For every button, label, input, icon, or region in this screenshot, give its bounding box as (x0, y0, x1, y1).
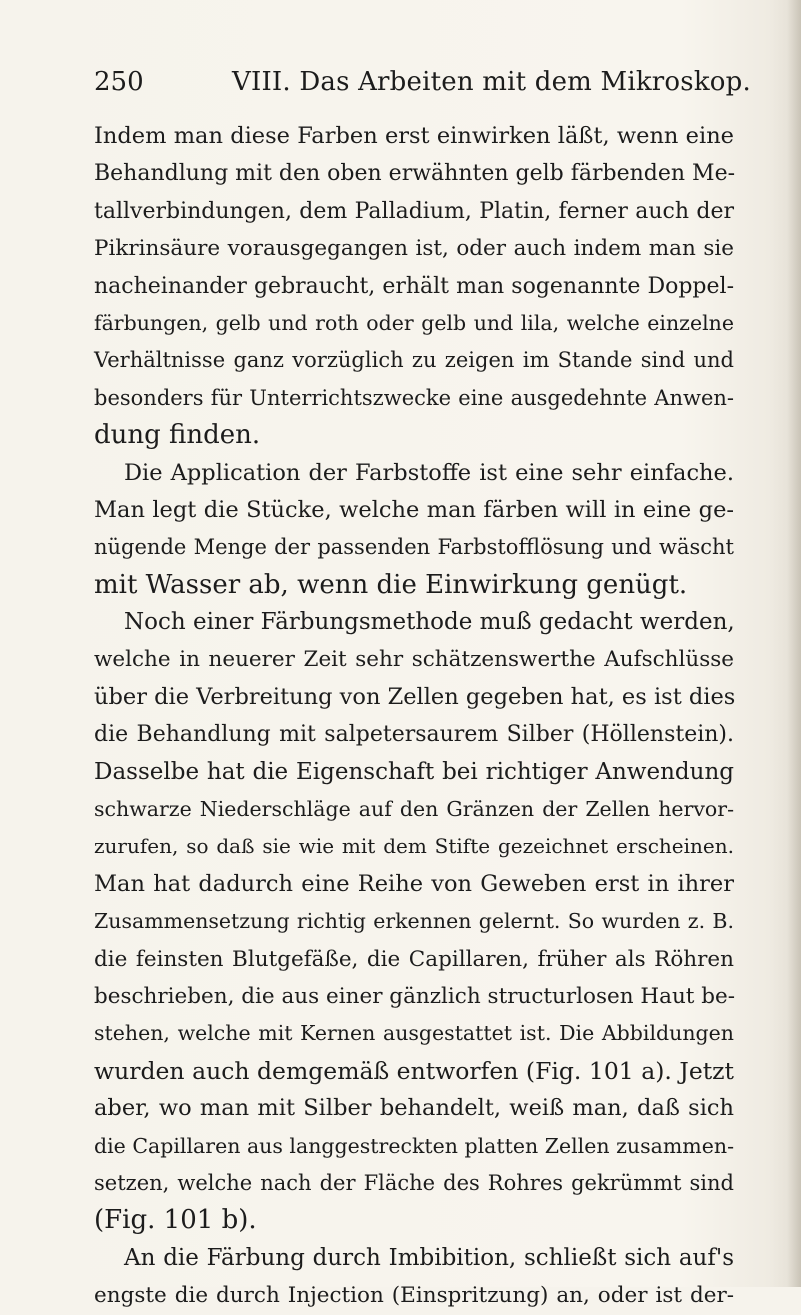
text-line: besonders für Unterrichtszwecke eine ausgedehnte Anwen- (94, 385, 734, 410)
text-line: zurufen, so daß sie wie mit dem Stifte gezeichnet erscheinen. (94, 834, 734, 859)
text-line: nügende Menge der passenden Farbstofflösung und wäscht (94, 535, 734, 560)
text-line: Verhältnisse ganz vorzüglich zu zeigen im Stande sind und (94, 348, 734, 373)
text-line: (Fig. 101 b). (94, 1205, 257, 1236)
text-line: engste die durch Injection (Einspritzung) an, oder ist der- (94, 1283, 734, 1309)
text-line: stehen, welche mit Kernen ausgestattet ist. Die Abbildungen (94, 1021, 734, 1046)
text-line: Man hat dadurch eine Reihe von Geweben erst in ihrer (94, 870, 734, 897)
text-line: dung finden. (94, 420, 261, 451)
text-line: die Behandlung mit salpetersaurem Silber (Höllenstein). (94, 722, 734, 748)
text-line: die feinsten Blutgefäße, die Capillaren, früher als Röhren (94, 946, 734, 972)
text-line: über die Verbreitung von Zellen gegeben hat, es ist dies (94, 683, 736, 710)
text-line: Noch einer Färbungsmethode muß gedacht werden, (124, 609, 735, 636)
text-line: setzen, welche nach der Fläche des Rohres gekrümmt sind (94, 1170, 734, 1195)
text-line: Pikrinsäure vorausgegangen ist, oder auch indem man sie (94, 236, 734, 262)
text-line: Die Application der Farbstoffe ist eine sehr einfache. (124, 459, 734, 486)
running-head: VIII. Das Arbeiten mit dem Mikroskop. (232, 67, 751, 97)
text-line: Zusammensetzung richtig erkennen gelernt. So wurden z. B. (94, 909, 734, 934)
body-text (94, 118, 734, 1315)
text-line: schwarze Niederschläge auf den Gränzen der Zellen hervor- (94, 797, 734, 822)
text-line: An die Färbung durch Imbibition, schließt sich auf's (124, 1244, 734, 1271)
text-line: färbungen, gelb und roth oder gelb und lila, welche einzelne (94, 310, 734, 335)
text-line: Behandlung mit den oben erwähnten gelb färbenden Me- (94, 161, 736, 187)
text-line: aber, wo man mit Silber behandelt, weiß man, daß sich (94, 1095, 734, 1122)
text-line: tallverbindungen, dem Palladium, Platin, ferner auch der (94, 198, 734, 224)
text-line: wurden auch demgemäß entworfen (Fig. 101 a). Jetzt (94, 1056, 734, 1085)
page-number: 250 (94, 67, 144, 97)
text-line: nacheinander gebraucht, erhält man sogenannte Doppel- (94, 273, 734, 299)
page-header (94, 62, 751, 102)
text-line: welche in neuerer Zeit sehr schätzenswerthe Aufschlüsse (94, 647, 734, 673)
page-edge-shadow (787, 0, 801, 1287)
text-line: Dasselbe hat die Eigenschaft bei richtiger Anwendung (94, 758, 734, 785)
text-line: Indem man diese Farben erst einwirken läßt, wenn eine (94, 123, 734, 149)
text-line: beschrieben, die aus einer gänzlich structurlosen Haut be- (94, 983, 736, 1009)
text-line: die Capillaren aus langgestreckten platten Zellen zusammen- (94, 1133, 734, 1158)
text-line: mit Wasser ab, wenn die Einwirkung genügt. (94, 569, 688, 600)
text-line: Man legt die Stücke, welche man färben will in eine ge- (94, 496, 734, 523)
